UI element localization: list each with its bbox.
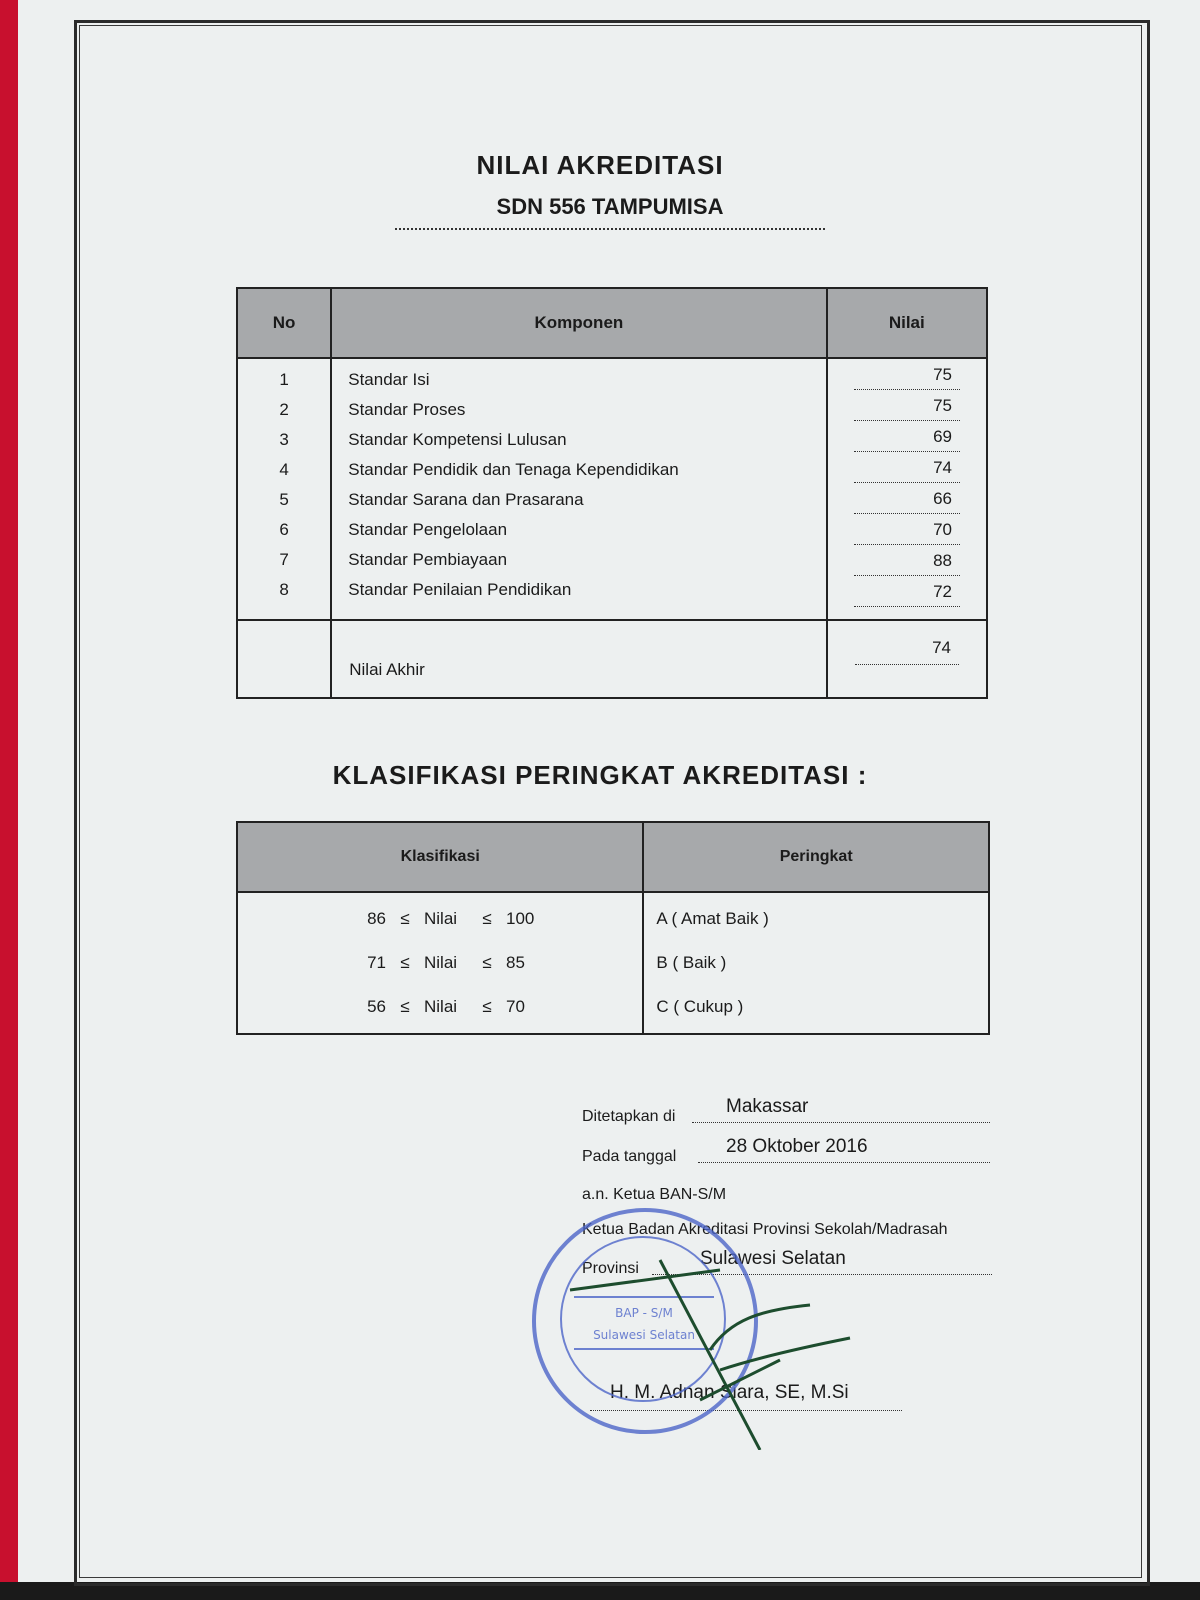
range-operator: ≤ bbox=[482, 953, 492, 972]
row-no: 7 bbox=[279, 550, 289, 569]
date-line bbox=[698, 1162, 990, 1163]
row-value-text: 75 bbox=[933, 365, 952, 384]
date-label: Pada tanggal bbox=[582, 1148, 677, 1165]
row-value-text: 72 bbox=[933, 582, 952, 601]
value-column bbox=[827, 358, 987, 620]
row-no: 3 bbox=[279, 430, 289, 449]
row-value bbox=[854, 359, 960, 390]
range-column bbox=[237, 892, 643, 1034]
row-value bbox=[854, 452, 960, 483]
range-row bbox=[238, 985, 642, 1029]
row-component: Standar Sarana dan Prasarana bbox=[348, 490, 584, 509]
final-score-row bbox=[237, 620, 987, 698]
row-component: Standar Pengelolaan bbox=[348, 520, 508, 539]
date-value: 28 Oktober 2016 bbox=[726, 1136, 868, 1157]
row-component: Standar Kompetensi Lulusan bbox=[348, 430, 567, 449]
row-no: 8 bbox=[279, 580, 289, 599]
header-no: No bbox=[237, 288, 331, 358]
range-high: 70 bbox=[506, 997, 525, 1016]
grade-label: C ( Cukup ) bbox=[656, 997, 744, 1016]
grade-column bbox=[643, 892, 989, 1034]
final-label-cell bbox=[331, 620, 826, 698]
row-value-text: 70 bbox=[933, 520, 952, 539]
row-component: Standar Pembiayaan bbox=[348, 550, 508, 569]
signer-name: H. M. Adnan Siara, SE, M.Si bbox=[610, 1382, 849, 1403]
range-operator: ≤ bbox=[400, 909, 410, 928]
row-no: 2 bbox=[279, 400, 289, 419]
province-value: Sulawesi Selatan bbox=[700, 1248, 846, 1269]
row-value-text: 69 bbox=[933, 427, 952, 446]
final-value bbox=[855, 622, 959, 665]
classification-header bbox=[237, 822, 989, 892]
score-table-body bbox=[237, 358, 987, 620]
school-name: SDN 556 TAMPUMISA bbox=[496, 194, 724, 219]
row-component: Standar Pendidik dan Tenaga Kependidikan bbox=[348, 460, 679, 479]
classification-table bbox=[236, 821, 990, 1035]
header-component: Komponen bbox=[331, 288, 826, 358]
final-value-text: 74 bbox=[932, 638, 951, 657]
classification-body bbox=[237, 892, 989, 1034]
row-value-text: 66 bbox=[933, 489, 952, 508]
range-row bbox=[238, 897, 642, 941]
range-high: 100 bbox=[506, 909, 535, 928]
row-value bbox=[854, 576, 960, 607]
position-text: Ketua Badan Akreditasi Provinsi Sekolah/Madrasah bbox=[582, 1221, 948, 1238]
place-label: Ditetapkan di bbox=[582, 1108, 676, 1125]
row-no: 1 bbox=[279, 370, 289, 389]
range-label: Nilai bbox=[424, 997, 458, 1016]
row-value-text: 74 bbox=[933, 458, 952, 477]
final-label: Nilai Akhir bbox=[349, 660, 425, 679]
no-column bbox=[237, 358, 331, 620]
range-operator: ≤ bbox=[482, 997, 492, 1016]
grade-label: B ( Baik ) bbox=[656, 953, 727, 972]
grade-label: A ( Amat Baik ) bbox=[656, 909, 769, 928]
score-table-header bbox=[237, 288, 987, 358]
stamp-center-top: BAP - S/M bbox=[615, 1306, 673, 1320]
header-rank: Peringkat bbox=[643, 822, 989, 892]
row-no: 6 bbox=[279, 520, 289, 539]
row-value bbox=[854, 421, 960, 452]
range-high: 85 bbox=[506, 953, 525, 972]
range-operator: ≤ bbox=[400, 953, 410, 972]
score-table bbox=[236, 287, 988, 699]
range-label: Nilai bbox=[424, 909, 458, 928]
row-value-text: 75 bbox=[933, 396, 952, 415]
row-no: 4 bbox=[279, 460, 289, 479]
range-low: 56 bbox=[367, 997, 386, 1016]
row-value bbox=[854, 514, 960, 545]
range-row bbox=[238, 941, 642, 985]
row-component: Standar Isi bbox=[348, 370, 430, 389]
header-value: Nilai bbox=[827, 288, 987, 358]
school-name-underline bbox=[395, 228, 825, 230]
range-operator: ≤ bbox=[482, 909, 492, 928]
province-label: Provinsi bbox=[582, 1260, 639, 1277]
classification-heading: KLASIFIKASI PERINGKAT AKREDITASI : bbox=[332, 760, 868, 790]
range-label: Nilai bbox=[424, 953, 458, 972]
document-title: NILAI AKREDITASI bbox=[476, 150, 724, 180]
header-classification: Klasifikasi bbox=[237, 822, 643, 892]
final-value-cell bbox=[827, 620, 987, 698]
row-component: Standar Penilaian Pendidikan bbox=[348, 580, 572, 599]
handwritten-signature bbox=[560, 1250, 860, 1450]
range-operator: ≤ bbox=[400, 997, 410, 1016]
place-value: Makassar bbox=[726, 1096, 809, 1117]
range-low: 86 bbox=[367, 909, 386, 928]
stamp-center-bottom: Sulawesi Selatan bbox=[593, 1328, 695, 1342]
row-value bbox=[854, 483, 960, 514]
row-value bbox=[854, 390, 960, 421]
component-column bbox=[331, 358, 826, 620]
row-component: Standar Proses bbox=[348, 400, 466, 419]
on-behalf-text: a.n. Ketua BAN-S/M bbox=[582, 1186, 727, 1203]
range-low: 71 bbox=[367, 953, 386, 972]
place-line bbox=[692, 1122, 990, 1123]
row-no: 5 bbox=[279, 490, 289, 509]
final-no-cell bbox=[237, 620, 331, 698]
row-value bbox=[854, 545, 960, 576]
row-value-text: 88 bbox=[933, 551, 952, 570]
